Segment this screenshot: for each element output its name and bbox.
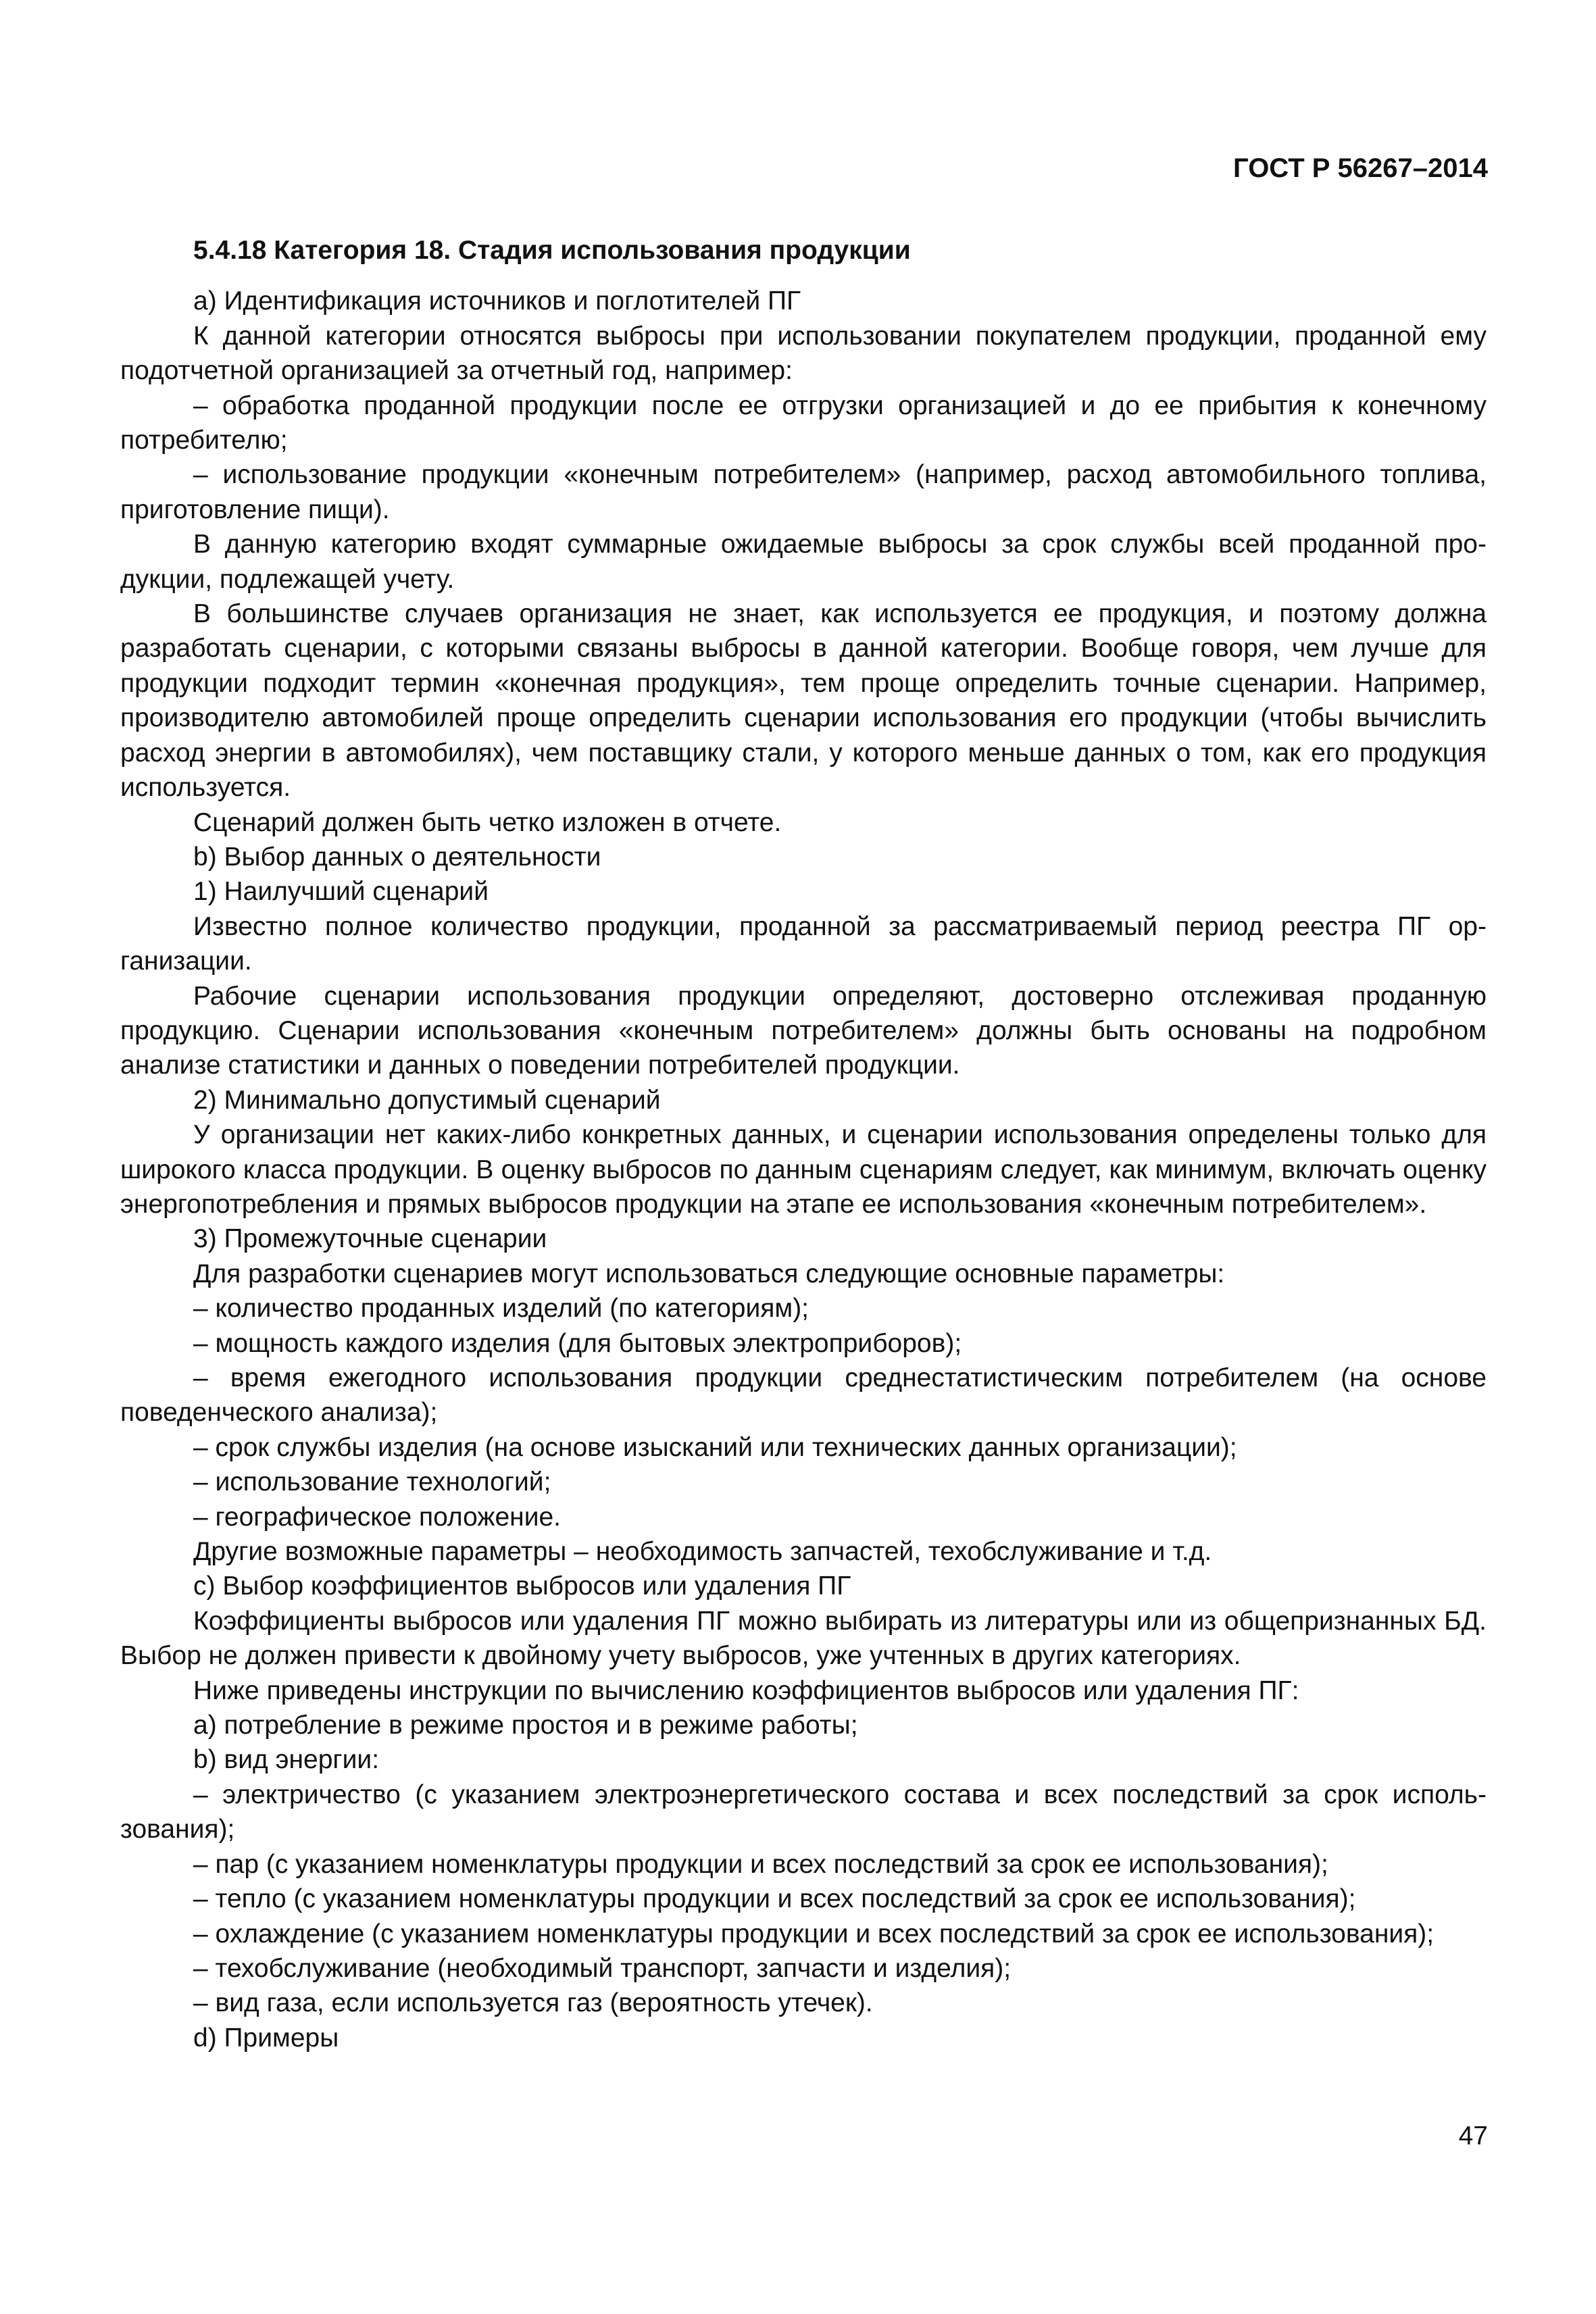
paragraph: – электричество (с указанием электроэнергетического состава и всех последствий за срок использования); (120, 1780, 1487, 1844)
paragraph: а) потребление в режиме простоя и в режиме работы; (193, 1711, 858, 1740)
paragraph: Сценарий должен быть четко изложен в отчете. (193, 807, 782, 837)
paragraph: – пар (с указанием номенклатуры продукции и всех последствий за срок ее использования); (193, 1849, 1328, 1879)
paragraph: – охлаждение (с указанием номенклатуры продукции и всех последствий за срок ее использования); (193, 1919, 1435, 1948)
paragraph: – время ежегодного использования продукции среднестатистическим потребителем (на основе поведенческого анализа); (120, 1363, 1487, 1428)
paragraph: Известно полное количество продукции, проданной за рассматриваемый период реестра ПГ организации. (120, 911, 1487, 976)
paragraph: В большинстве случаев организация не знает, как используется ее продукция, и поэтому должна разработать сценарии, с которыми связаны выбросы в данной категории. Вообще говоря, чем лучше для продукции подходит термин «конечная продукция», тем проще определить точные сценарии. Например, производителю автомобилей проще определить сценарии использования его продукции (чтобы вычислить расход энергии в автомобилях), чем поставщику стали, у которого меньше данных о том, как его продукция используется. (120, 599, 1487, 803)
paragraph: 3) Промежуточные сценарии (193, 1224, 547, 1254)
paragraph-list (120, 284, 1487, 2055)
paragraph: d) Примеры (193, 2023, 339, 2053)
paragraph: Коэффициенты выбросов или удаления ПГ можно выбирать из литературы или из общепризнанных БД. Выбор не должен привести к двойному учету выбросов, уже учтенных в других категориях. (120, 1606, 1487, 1671)
paragraph: К данной категории относятся выбросы при использовании покупателем продукции, проданной ему подотчетной организацией за отчетный год, например: (120, 321, 1487, 386)
paragraph: Ниже приведены инструкции по вычислению коэффициентов выбросов или удаления ПГ: (193, 1676, 1299, 1705)
paragraph: – вид газа, если используется газ (вероятность утечек). (193, 1988, 873, 2018)
paragraph: В данную категорию входят суммарные ожидаемые выбросы за срок службы всей проданной продукции, подлежащей учету. (120, 530, 1487, 594)
paragraph: – техобслуживание (необходимый транспорт, запчасти и изделия); (193, 1953, 1012, 1983)
paragraph: – тепло (с указанием номенклатуры продукции и всех последствий за срок ее использования); (193, 1884, 1356, 1914)
page-number: 47 (1458, 2121, 1488, 2150)
paragraph: Другие возможные параметры – необходимость запчастей, техобслуживание и т.д. (193, 1537, 1212, 1567)
paragraph: Рабочие сценарии использования продукции определяют, достоверно отслеживая проданную продукцию. Сценарии использования «конечным потребителем» должны быть основаны на подробном анализе статистики и данных о поведении потребителей продукции. (120, 981, 1487, 1080)
paragraph: – количество проданных изделий (по категориям); (193, 1294, 809, 1324)
paragraph: – использование технологий; (193, 1467, 551, 1497)
paragraph: – обработка проданной продукции после ее отгрузки организацией и до ее прибытия к конечному потребителю; (120, 391, 1487, 455)
paragraph: 1) Наилучший сценарий (193, 877, 489, 907)
paragraph: а) Идентификация источников и поглотителей ПГ (193, 286, 801, 316)
paragraph: с) Выбор коэффициентов выбросов или удаления ПГ (193, 1571, 851, 1601)
paragraph: – мощность каждого изделия (для бытовых электроприборов); (193, 1328, 962, 1358)
standard-designation: ГОСТ Р 56267–2014 (1233, 153, 1488, 183)
paragraph: b) Выбор данных о деятельности (193, 842, 601, 872)
page-content (120, 233, 1487, 2055)
paragraph: У организации нет каких-либо конкретных данных, и сценарии использования определены только для широкого класса продукции. В оценку выбросов по данным сценариям следует, как минимум, включать оценку энергопотребления и прямых выбросов продукции на этапе ее использования «конечным потребителем». (120, 1120, 1487, 1219)
paragraph: – использование продукции «конечным потребителем» (например, расход автомобильного топлива, приготовление пищи). (120, 460, 1487, 524)
paragraph: – срок службы изделия (на основе изысканий или технических данных организации); (193, 1432, 1237, 1462)
paragraph: 2) Минимально допустимый сценарий (193, 1085, 661, 1115)
paragraph: b) вид энергии: (193, 1745, 380, 1775)
section-heading: 5.4.18 Категория 18. Стадия использования продукции (193, 236, 911, 265)
paragraph: Для разработки сценариев могут использоваться следующие основные параметры: (193, 1259, 1225, 1288)
paragraph: – географическое положение. (193, 1502, 562, 1532)
